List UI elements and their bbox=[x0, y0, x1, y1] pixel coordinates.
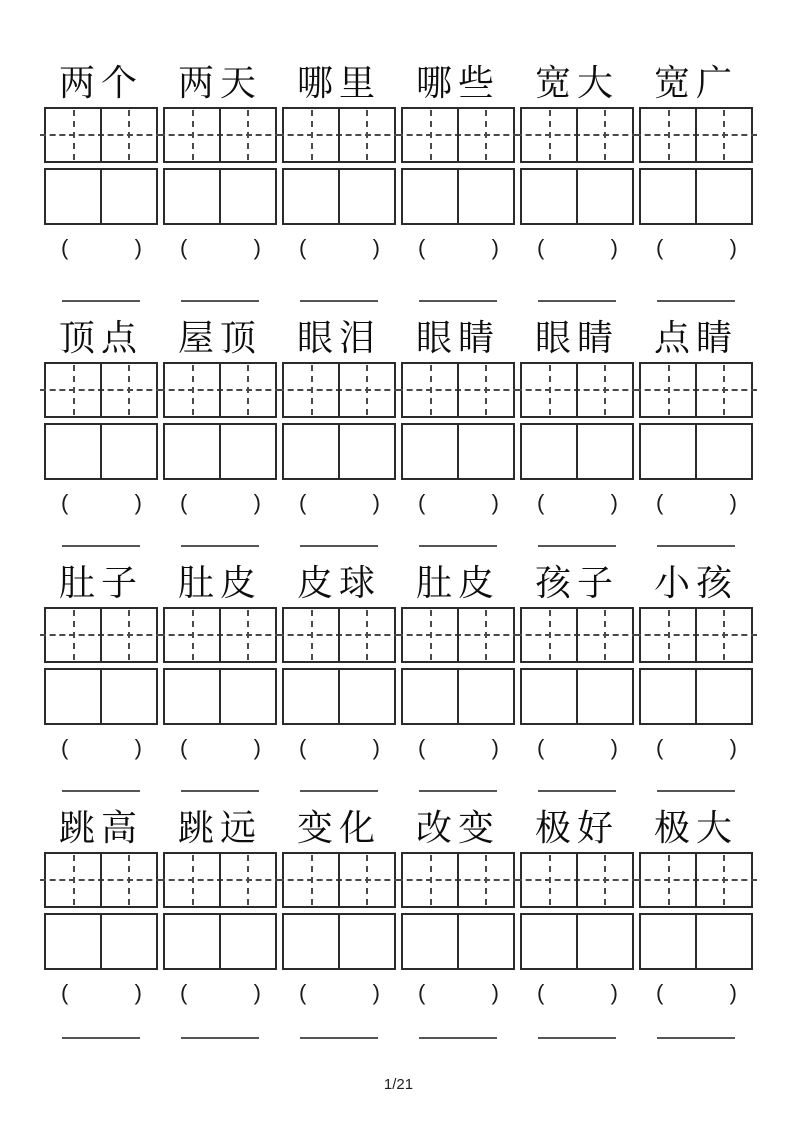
open-paren: ( bbox=[180, 490, 188, 515]
practice-box-blank bbox=[401, 668, 515, 725]
open-paren: ( bbox=[299, 490, 307, 515]
close-paren: ) bbox=[134, 235, 142, 260]
cell-divider bbox=[576, 425, 578, 478]
open-paren: ( bbox=[180, 235, 188, 260]
pinyin-blank-line bbox=[657, 1037, 735, 1039]
close-paren: ) bbox=[729, 735, 737, 760]
open-paren: ( bbox=[299, 980, 307, 1005]
pinyin-line-row bbox=[520, 1037, 634, 1052]
cell-divider bbox=[695, 109, 697, 161]
word-group bbox=[163, 790, 277, 1008]
practice-box-blank bbox=[282, 668, 396, 725]
word-label: 宽广 bbox=[653, 63, 738, 104]
word-group bbox=[639, 545, 753, 763]
word-group bbox=[520, 790, 634, 1008]
answer-parens bbox=[163, 233, 277, 263]
cell-divider bbox=[219, 854, 221, 906]
open-paren: ( bbox=[418, 490, 426, 515]
word-group bbox=[639, 60, 753, 263]
pinyin-blank-line bbox=[657, 300, 735, 302]
pinyin-line-row bbox=[163, 545, 277, 560]
practice-box-guided bbox=[163, 362, 277, 418]
pinyin-blank-line bbox=[181, 545, 259, 547]
close-paren: ) bbox=[134, 980, 142, 1005]
practice-box-blank bbox=[520, 668, 634, 725]
practice-box-guided bbox=[639, 362, 753, 418]
practice-box-blank bbox=[639, 913, 753, 970]
cell-divider bbox=[219, 915, 221, 968]
word-label: 肚子 bbox=[58, 563, 143, 604]
practice-box-blank bbox=[282, 168, 396, 225]
word-group bbox=[44, 60, 158, 263]
word-label: 皮球 bbox=[296, 563, 381, 604]
open-paren: ( bbox=[537, 735, 545, 760]
cell-divider bbox=[457, 609, 459, 661]
word-label: 极好 bbox=[534, 808, 619, 849]
word-label: 小孩 bbox=[653, 563, 738, 604]
word-group bbox=[639, 300, 753, 518]
cell-divider bbox=[338, 609, 340, 661]
close-paren: ) bbox=[491, 235, 499, 260]
practice-box-guided bbox=[163, 607, 277, 663]
word-group bbox=[163, 60, 277, 263]
open-paren: ( bbox=[537, 235, 545, 260]
practice-box-blank bbox=[44, 913, 158, 970]
word-label: 变化 bbox=[296, 808, 381, 849]
word-label: 极大 bbox=[653, 808, 738, 849]
close-paren: ) bbox=[610, 235, 618, 260]
pinyin-line-row bbox=[639, 1037, 753, 1052]
pinyin-line-row bbox=[163, 790, 277, 805]
word-group bbox=[163, 300, 277, 518]
practice-box-guided bbox=[44, 607, 158, 663]
practice-box-guided bbox=[401, 607, 515, 663]
open-paren: ( bbox=[656, 235, 664, 260]
cell-divider bbox=[219, 609, 221, 661]
answer-parens bbox=[639, 733, 753, 763]
practice-box-guided bbox=[282, 852, 396, 908]
cell-divider bbox=[695, 609, 697, 661]
answer-parens bbox=[282, 488, 396, 518]
practice-box-blank bbox=[639, 168, 753, 225]
cell-divider bbox=[457, 854, 459, 906]
answer-parens bbox=[44, 233, 158, 263]
word-label: 肚皮 bbox=[177, 563, 262, 604]
practice-box-guided bbox=[520, 852, 634, 908]
word-group bbox=[163, 545, 277, 763]
cell-divider bbox=[457, 425, 459, 478]
pinyin-line-row bbox=[282, 1037, 396, 1052]
practice-box-blank bbox=[163, 668, 277, 725]
answer-parens bbox=[44, 733, 158, 763]
word-group bbox=[44, 300, 158, 518]
close-paren: ) bbox=[491, 980, 499, 1005]
practice-box-guided bbox=[639, 107, 753, 163]
cell-divider bbox=[219, 170, 221, 223]
practice-box-guided bbox=[401, 852, 515, 908]
pinyin-line-row bbox=[282, 790, 396, 805]
cell-divider bbox=[695, 670, 697, 723]
open-paren: ( bbox=[656, 980, 664, 1005]
cell-divider bbox=[457, 670, 459, 723]
close-paren: ) bbox=[134, 735, 142, 760]
word-label: 两个 bbox=[58, 63, 143, 104]
practice-box-guided bbox=[401, 362, 515, 418]
pinyin-blank-line bbox=[657, 545, 735, 547]
practice-box-blank bbox=[520, 913, 634, 970]
pinyin-line-row bbox=[520, 790, 634, 805]
practice-box-blank bbox=[401, 168, 515, 225]
open-paren: ( bbox=[656, 490, 664, 515]
cell-divider bbox=[457, 170, 459, 223]
pinyin-blank-line bbox=[419, 545, 497, 547]
cell-divider bbox=[219, 364, 221, 416]
cell-divider bbox=[219, 670, 221, 723]
pinyin-line-row bbox=[282, 300, 396, 315]
pinyin-line-row bbox=[401, 1037, 515, 1052]
answer-parens bbox=[520, 233, 634, 263]
answer-parens bbox=[163, 488, 277, 518]
close-paren: ) bbox=[491, 490, 499, 515]
open-paren: ( bbox=[61, 235, 69, 260]
cell-divider bbox=[338, 670, 340, 723]
open-paren: ( bbox=[537, 980, 545, 1005]
practice-row-4 bbox=[44, 790, 753, 1008]
word-group bbox=[44, 545, 158, 763]
word-group bbox=[401, 300, 515, 518]
answer-parens bbox=[520, 733, 634, 763]
pinyin-blank-line bbox=[62, 300, 140, 302]
close-paren: ) bbox=[372, 980, 380, 1005]
word-label: 改变 bbox=[415, 808, 500, 849]
word-group bbox=[520, 300, 634, 518]
pinyin-line-row bbox=[44, 1037, 158, 1052]
open-paren: ( bbox=[656, 735, 664, 760]
cell-divider bbox=[100, 364, 102, 416]
close-paren: ) bbox=[729, 980, 737, 1005]
practice-box-guided bbox=[163, 852, 277, 908]
word-group bbox=[401, 60, 515, 263]
open-paren: ( bbox=[418, 980, 426, 1005]
cell-divider bbox=[338, 364, 340, 416]
pinyin-blank-line bbox=[538, 790, 616, 792]
answer-parens bbox=[520, 978, 634, 1008]
cell-divider bbox=[695, 915, 697, 968]
page-number: 1/21 bbox=[383, 1076, 414, 1093]
practice-box-blank bbox=[44, 668, 158, 725]
word-group bbox=[401, 790, 515, 1008]
pinyin-line-row bbox=[401, 300, 515, 315]
practice-box-blank bbox=[282, 913, 396, 970]
cell-divider bbox=[457, 364, 459, 416]
answer-parens bbox=[282, 978, 396, 1008]
pinyin-blank-line bbox=[181, 1037, 259, 1039]
close-paren: ) bbox=[134, 490, 142, 515]
word-group bbox=[401, 545, 515, 763]
practice-box-guided bbox=[520, 362, 634, 418]
word-label: 哪里 bbox=[296, 63, 381, 104]
pinyin-line-row bbox=[44, 300, 158, 315]
word-group bbox=[44, 790, 158, 1008]
pinyin-blank-line bbox=[657, 790, 735, 792]
cell-divider bbox=[576, 915, 578, 968]
word-label: 眼睛 bbox=[534, 318, 619, 359]
pinyin-blank-line bbox=[300, 1037, 378, 1039]
pinyin-blank-line bbox=[538, 300, 616, 302]
word-label: 屋顶 bbox=[177, 318, 262, 359]
word-group bbox=[282, 300, 396, 518]
open-paren: ( bbox=[61, 735, 69, 760]
answer-parens bbox=[163, 733, 277, 763]
pinyin-blank-line bbox=[538, 1037, 616, 1039]
cell-divider bbox=[100, 170, 102, 223]
cell-divider bbox=[576, 609, 578, 661]
word-label: 眼泪 bbox=[296, 318, 381, 359]
answer-parens bbox=[44, 488, 158, 518]
pinyin-line-row bbox=[639, 545, 753, 560]
cell-divider bbox=[100, 670, 102, 723]
cell-divider bbox=[219, 425, 221, 478]
open-paren: ( bbox=[61, 980, 69, 1005]
word-label: 跳高 bbox=[58, 808, 143, 849]
cell-divider bbox=[100, 609, 102, 661]
pinyin-blank-line bbox=[419, 790, 497, 792]
cell-divider bbox=[576, 109, 578, 161]
cell-divider bbox=[100, 854, 102, 906]
pinyin-blank-line bbox=[300, 300, 378, 302]
pinyin-blank-line bbox=[181, 300, 259, 302]
answer-parens bbox=[401, 488, 515, 518]
cell-divider bbox=[100, 915, 102, 968]
open-paren: ( bbox=[61, 490, 69, 515]
practice-box-guided bbox=[520, 107, 634, 163]
answer-parens bbox=[282, 233, 396, 263]
practice-row-3 bbox=[44, 545, 753, 763]
open-paren: ( bbox=[180, 980, 188, 1005]
answer-parens bbox=[401, 233, 515, 263]
cell-divider bbox=[338, 170, 340, 223]
practice-box-blank bbox=[163, 423, 277, 480]
practice-box-guided bbox=[44, 852, 158, 908]
practice-box-guided bbox=[44, 107, 158, 163]
pinyin-blank-line bbox=[62, 790, 140, 792]
close-paren: ) bbox=[491, 735, 499, 760]
close-paren: ) bbox=[610, 980, 618, 1005]
open-paren: ( bbox=[418, 735, 426, 760]
pinyin-line-row bbox=[163, 1037, 277, 1052]
word-label: 宽大 bbox=[534, 63, 619, 104]
cell-divider bbox=[338, 425, 340, 478]
answer-parens bbox=[282, 733, 396, 763]
pinyin-blank-line bbox=[300, 790, 378, 792]
close-paren: ) bbox=[610, 735, 618, 760]
practice-box-guided bbox=[44, 362, 158, 418]
word-label: 孩子 bbox=[534, 563, 619, 604]
cell-divider bbox=[695, 425, 697, 478]
practice-box-guided bbox=[401, 107, 515, 163]
word-group bbox=[520, 545, 634, 763]
pinyin-blank-line bbox=[300, 545, 378, 547]
pinyin-blank-line bbox=[419, 1037, 497, 1039]
cell-divider bbox=[576, 670, 578, 723]
close-paren: ) bbox=[729, 235, 737, 260]
practice-box-blank bbox=[639, 668, 753, 725]
open-paren: ( bbox=[180, 735, 188, 760]
practice-box-blank bbox=[639, 423, 753, 480]
cell-divider bbox=[695, 170, 697, 223]
cell-divider bbox=[457, 915, 459, 968]
word-label: 眼睛 bbox=[415, 318, 500, 359]
practice-box-guided bbox=[639, 852, 753, 908]
pinyin-line-row bbox=[44, 545, 158, 560]
pinyin-blank-line bbox=[538, 545, 616, 547]
cell-divider bbox=[100, 109, 102, 161]
practice-box-blank bbox=[44, 423, 158, 480]
close-paren: ) bbox=[253, 980, 261, 1005]
cell-divider bbox=[576, 170, 578, 223]
practice-box-blank bbox=[401, 423, 515, 480]
pinyin-line-row bbox=[639, 790, 753, 805]
close-paren: ) bbox=[253, 235, 261, 260]
practice-box-blank bbox=[282, 423, 396, 480]
pinyin-line-row bbox=[44, 790, 158, 805]
word-group bbox=[520, 60, 634, 263]
word-group bbox=[282, 60, 396, 263]
answer-parens bbox=[401, 978, 515, 1008]
cell-divider bbox=[219, 109, 221, 161]
word-label: 顶点 bbox=[58, 318, 143, 359]
practice-box-blank bbox=[520, 423, 634, 480]
close-paren: ) bbox=[372, 735, 380, 760]
close-paren: ) bbox=[729, 490, 737, 515]
open-paren: ( bbox=[299, 235, 307, 260]
answer-parens bbox=[639, 978, 753, 1008]
cell-divider bbox=[457, 109, 459, 161]
cell-divider bbox=[695, 364, 697, 416]
word-label: 两天 bbox=[177, 63, 262, 104]
practice-box-guided bbox=[282, 107, 396, 163]
word-group bbox=[639, 790, 753, 1008]
answer-parens bbox=[639, 233, 753, 263]
practice-box-guided bbox=[639, 607, 753, 663]
open-paren: ( bbox=[537, 490, 545, 515]
open-paren: ( bbox=[299, 735, 307, 760]
cell-divider bbox=[576, 364, 578, 416]
open-paren: ( bbox=[418, 235, 426, 260]
cell-divider bbox=[100, 425, 102, 478]
close-paren: ) bbox=[253, 490, 261, 515]
cell-divider bbox=[338, 109, 340, 161]
practice-box-blank bbox=[520, 168, 634, 225]
practice-row-1 bbox=[44, 60, 753, 263]
practice-box-guided bbox=[163, 107, 277, 163]
practice-box-blank bbox=[401, 913, 515, 970]
practice-row-2 bbox=[44, 300, 753, 518]
word-label: 跳远 bbox=[177, 808, 262, 849]
pinyin-blank-line bbox=[62, 545, 140, 547]
pinyin-blank-line bbox=[181, 790, 259, 792]
word-group bbox=[282, 790, 396, 1008]
close-paren: ) bbox=[372, 235, 380, 260]
pinyin-line-row bbox=[163, 300, 277, 315]
cell-divider bbox=[576, 854, 578, 906]
answer-parens bbox=[639, 488, 753, 518]
close-paren: ) bbox=[253, 735, 261, 760]
cell-divider bbox=[338, 854, 340, 906]
answer-parens bbox=[44, 978, 158, 1008]
word-label: 点睛 bbox=[653, 318, 738, 359]
answer-parens bbox=[401, 733, 515, 763]
practice-box-blank bbox=[44, 168, 158, 225]
word-group bbox=[282, 545, 396, 763]
close-paren: ) bbox=[610, 490, 618, 515]
pinyin-line-row bbox=[401, 790, 515, 805]
word-label: 哪些 bbox=[415, 63, 500, 104]
practice-box-blank bbox=[163, 913, 277, 970]
cell-divider bbox=[695, 854, 697, 906]
practice-box-guided bbox=[520, 607, 634, 663]
practice-box-guided bbox=[282, 362, 396, 418]
pinyin-line-row bbox=[282, 545, 396, 560]
word-label: 肚皮 bbox=[415, 563, 500, 604]
practice-box-guided bbox=[282, 607, 396, 663]
pinyin-blank-line bbox=[62, 1037, 140, 1039]
answer-parens bbox=[163, 978, 277, 1008]
next-row-pinyin-lines bbox=[44, 1037, 753, 1052]
pinyin-line-row bbox=[520, 300, 634, 315]
practice-box-blank bbox=[163, 168, 277, 225]
pinyin-blank-line bbox=[419, 300, 497, 302]
close-paren: ) bbox=[372, 490, 380, 515]
pinyin-line-row bbox=[639, 300, 753, 315]
cell-divider bbox=[338, 915, 340, 968]
answer-parens bbox=[520, 488, 634, 518]
pinyin-line-row bbox=[401, 545, 515, 560]
pinyin-line-row bbox=[520, 545, 634, 560]
